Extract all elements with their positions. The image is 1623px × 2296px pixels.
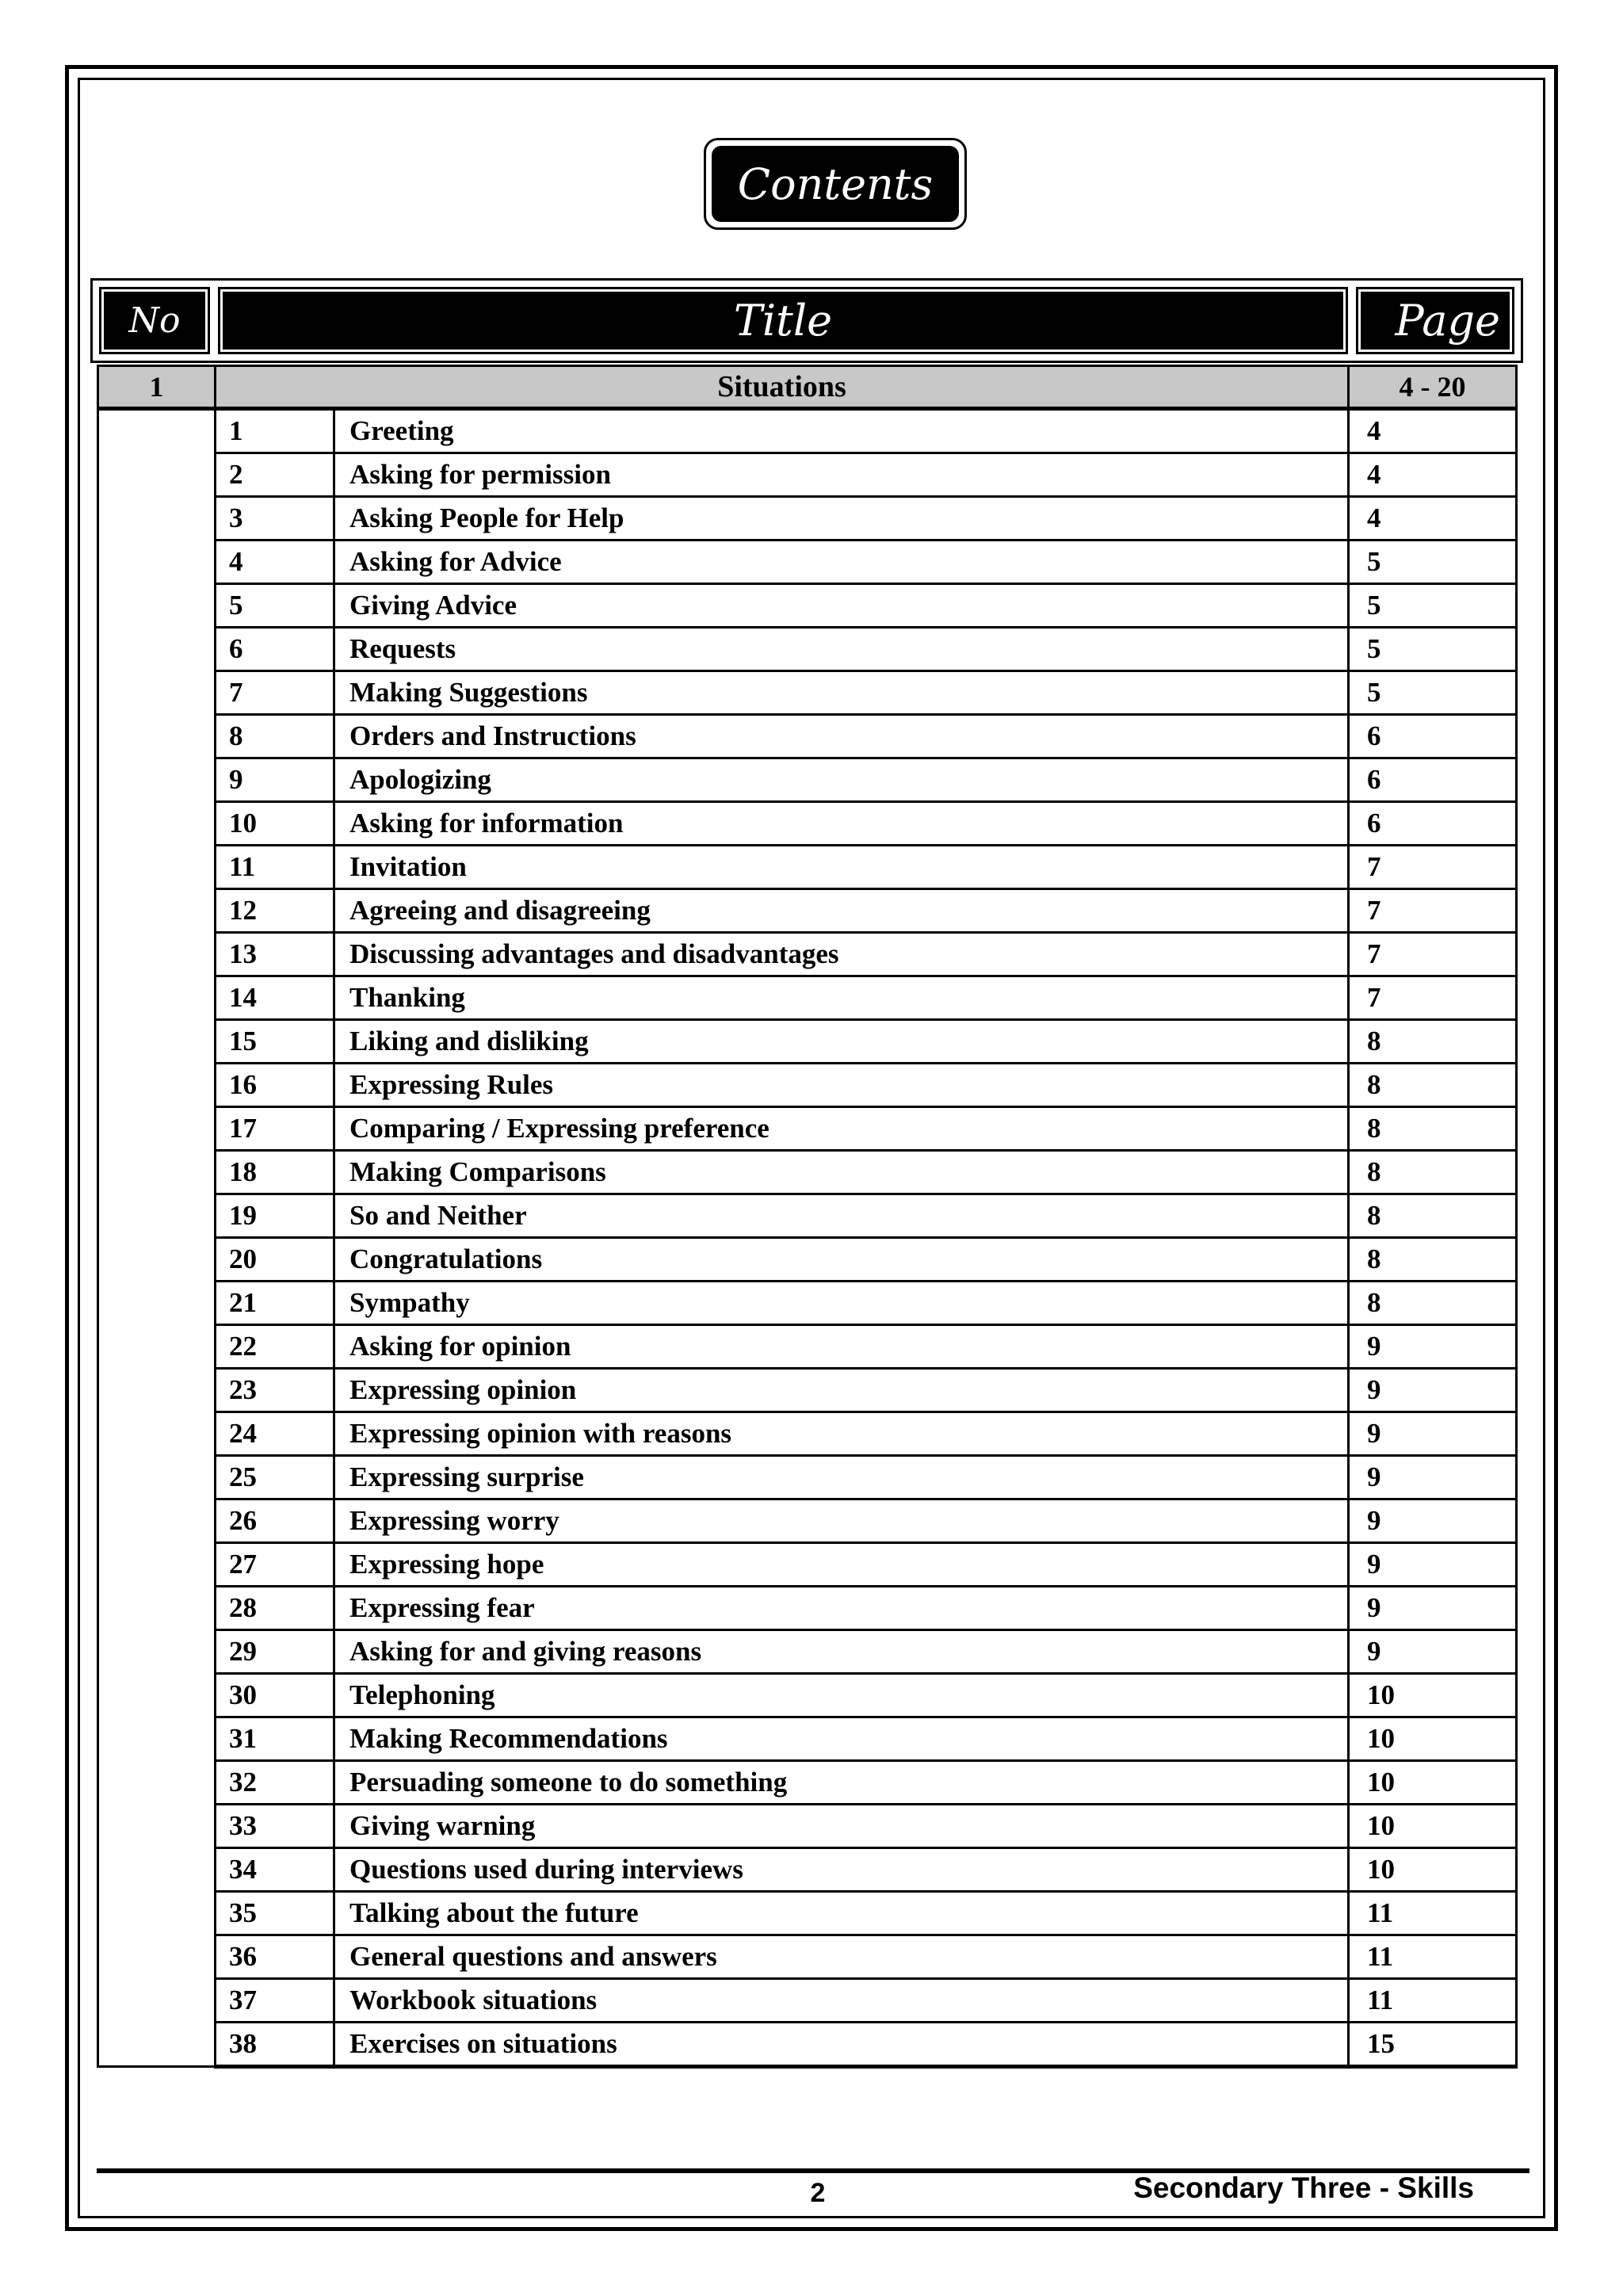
item-page: 7 (1349, 889, 1517, 933)
item-title: Questions used during interviews (334, 1848, 1349, 1892)
table-row (98, 2023, 1517, 2067)
item-number: 17 (216, 1107, 334, 1151)
table-row (98, 1630, 1517, 1674)
item-page: 7 (1349, 976, 1517, 1020)
item-title: Asking for and giving reasons (334, 1630, 1349, 1674)
contents-badge (704, 138, 967, 230)
item-title: Sympathy (334, 1282, 1349, 1325)
table-row (98, 802, 1517, 846)
item-number: 23 (216, 1369, 334, 1412)
table-row (98, 889, 1517, 933)
table-row (98, 1805, 1517, 1848)
column-header-title: Title (218, 287, 1348, 354)
item-number: 22 (216, 1325, 334, 1369)
item-number: 13 (216, 933, 334, 976)
item-title: Asking for permission (334, 453, 1349, 497)
item-number: 5 (216, 584, 334, 628)
item-number: 24 (216, 1412, 334, 1456)
item-number: 11 (216, 846, 334, 889)
item-number: 9 (216, 758, 334, 802)
item-page: 6 (1349, 715, 1517, 758)
item-page: 10 (1349, 1805, 1517, 1848)
item-title: Expressing surprise (334, 1456, 1349, 1499)
table-row (98, 1935, 1517, 1979)
item-number: 6 (216, 628, 334, 671)
table-row (98, 584, 1517, 628)
item-title: Telephoning (334, 1674, 1349, 1717)
table-row (98, 846, 1517, 889)
item-title: Making Comparisons (334, 1151, 1349, 1194)
table-row (98, 933, 1517, 976)
item-page: 9 (1349, 1369, 1517, 1412)
table-row (98, 1848, 1517, 1892)
item-title: Talking about the future (334, 1892, 1349, 1935)
item-number: 10 (216, 802, 334, 846)
table-row (98, 1282, 1517, 1325)
item-number: 19 (216, 1194, 334, 1238)
item-page: 4 (1349, 409, 1517, 453)
table-row (98, 497, 1517, 541)
table-row (98, 1107, 1517, 1151)
section-title: Situations (216, 366, 1349, 409)
item-page: 7 (1349, 846, 1517, 889)
table-row (98, 1892, 1517, 1935)
item-page: 10 (1349, 1761, 1517, 1805)
item-number: 25 (216, 1456, 334, 1499)
item-number: 28 (216, 1587, 334, 1630)
item-page: 6 (1349, 802, 1517, 846)
item-page: 5 (1349, 628, 1517, 671)
item-title: Requests (334, 628, 1349, 671)
item-number: 20 (216, 1238, 334, 1282)
item-title: Expressing fear (334, 1587, 1349, 1630)
item-page: 8 (1349, 1194, 1517, 1238)
item-page: 4 (1349, 497, 1517, 541)
item-number: 30 (216, 1674, 334, 1717)
item-page: 9 (1349, 1630, 1517, 1674)
item-number: 15 (216, 1020, 334, 1064)
table-row (98, 1674, 1517, 1717)
table-row (98, 1587, 1517, 1630)
item-title: Apologizing (334, 758, 1349, 802)
item-page: 11 (1349, 1935, 1517, 1979)
item-title: Thanking (334, 976, 1349, 1020)
item-page: 9 (1349, 1499, 1517, 1543)
item-number: 16 (216, 1064, 334, 1107)
table-row (98, 976, 1517, 1020)
item-title: Persuading someone to do something (334, 1761, 1349, 1805)
table-row (98, 1412, 1517, 1456)
item-number: 7 (216, 671, 334, 715)
table-row (98, 1456, 1517, 1499)
item-page: 8 (1349, 1064, 1517, 1107)
item-number: 4 (216, 541, 334, 584)
item-title: Asking People for Help (334, 497, 1349, 541)
table-row (98, 1194, 1517, 1238)
contents-table (97, 365, 1518, 2069)
item-title: Asking for Advice (334, 541, 1349, 584)
item-number: 8 (216, 715, 334, 758)
table-row (98, 1064, 1517, 1107)
item-page: 9 (1349, 1412, 1517, 1456)
item-page: 10 (1349, 1717, 1517, 1761)
item-title: Greeting (334, 409, 1349, 453)
item-page: 5 (1349, 584, 1517, 628)
item-number: 1 (216, 409, 334, 453)
item-page: 15 (1349, 2023, 1517, 2067)
item-number: 2 (216, 453, 334, 497)
item-page: 11 (1349, 1892, 1517, 1935)
item-title: So and Neither (334, 1194, 1349, 1238)
item-number: 3 (216, 497, 334, 541)
item-number: 34 (216, 1848, 334, 1892)
item-title: Making Recommendations (334, 1717, 1349, 1761)
item-number: 31 (216, 1717, 334, 1761)
item-number: 26 (216, 1499, 334, 1543)
item-number: 32 (216, 1761, 334, 1805)
table-row (98, 541, 1517, 584)
item-title: Comparing / Expressing preference (334, 1107, 1349, 1151)
item-number: 33 (216, 1805, 334, 1848)
table-row (98, 409, 1517, 453)
table-row (98, 1151, 1517, 1194)
column-header-no: No (99, 287, 210, 354)
item-title: Workbook situations (334, 1979, 1349, 2023)
table-row (98, 1369, 1517, 1412)
section-spacer-cell (98, 409, 216, 2067)
item-page: 8 (1349, 1151, 1517, 1194)
item-title: Asking for opinion (334, 1325, 1349, 1369)
item-title: Liking and disliking (334, 1020, 1349, 1064)
item-page: 8 (1349, 1020, 1517, 1064)
item-page: 5 (1349, 671, 1517, 715)
item-title: Expressing worry (334, 1499, 1349, 1543)
item-number: 38 (216, 2023, 334, 2067)
item-page: 9 (1349, 1543, 1517, 1587)
item-title: General questions and answers (334, 1935, 1349, 1979)
table-row (98, 671, 1517, 715)
item-title: Making Suggestions (334, 671, 1349, 715)
item-page: 10 (1349, 1848, 1517, 1892)
item-number: 18 (216, 1151, 334, 1194)
item-number: 21 (216, 1282, 334, 1325)
item-number: 12 (216, 889, 334, 933)
section-number: 1 (98, 366, 216, 409)
table-row (98, 1543, 1517, 1587)
table-row (98, 1020, 1517, 1064)
column-header-page: Page (1356, 287, 1514, 354)
item-page: 8 (1349, 1107, 1517, 1151)
item-title: Asking for information (334, 802, 1349, 846)
item-number: 36 (216, 1935, 334, 1979)
item-title: Discussing advantages and disadvantages (334, 933, 1349, 976)
footer-label: Secondary Three - Skills (1133, 2172, 1474, 2204)
item-page: 8 (1349, 1238, 1517, 1282)
table-row (98, 1717, 1517, 1761)
item-title: Giving Advice (334, 584, 1349, 628)
item-page: 8 (1349, 1282, 1517, 1325)
item-title: Exercises on situations (334, 2023, 1349, 2067)
item-title: Expressing hope (334, 1543, 1349, 1587)
table-row (98, 715, 1517, 758)
item-title: Giving warning (334, 1805, 1349, 1848)
page-number: 2 (810, 2178, 826, 2208)
item-title: Orders and Instructions (334, 715, 1349, 758)
item-number: 35 (216, 1892, 334, 1935)
item-title: Expressing Rules (334, 1064, 1349, 1107)
item-page: 4 (1349, 453, 1517, 497)
item-title: Congratulations (334, 1238, 1349, 1282)
item-number: 29 (216, 1630, 334, 1674)
item-page: 10 (1349, 1674, 1517, 1717)
section-row (98, 366, 1517, 409)
item-page: 11 (1349, 1979, 1517, 2023)
item-number: 37 (216, 1979, 334, 2023)
table-row (98, 758, 1517, 802)
table-row (98, 628, 1517, 671)
item-page: 6 (1349, 758, 1517, 802)
table-row (98, 453, 1517, 497)
item-title: Expressing opinion with reasons (334, 1412, 1349, 1456)
item-page: 9 (1349, 1587, 1517, 1630)
table-row (98, 1979, 1517, 2023)
table-row (98, 1761, 1517, 1805)
item-page: 7 (1349, 933, 1517, 976)
item-page: 5 (1349, 541, 1517, 584)
item-title: Invitation (334, 846, 1349, 889)
contents-heading: Contents (712, 146, 959, 222)
item-title: Agreeing and disagreeing (334, 889, 1349, 933)
section-pages: 4 - 20 (1349, 366, 1517, 409)
item-title: Expressing opinion (334, 1369, 1349, 1412)
table-row (98, 1325, 1517, 1369)
item-number: 14 (216, 976, 334, 1020)
item-number: 27 (216, 1543, 334, 1587)
item-page: 9 (1349, 1325, 1517, 1369)
table-row (98, 1499, 1517, 1543)
item-page: 9 (1349, 1456, 1517, 1499)
table-row (98, 1238, 1517, 1282)
